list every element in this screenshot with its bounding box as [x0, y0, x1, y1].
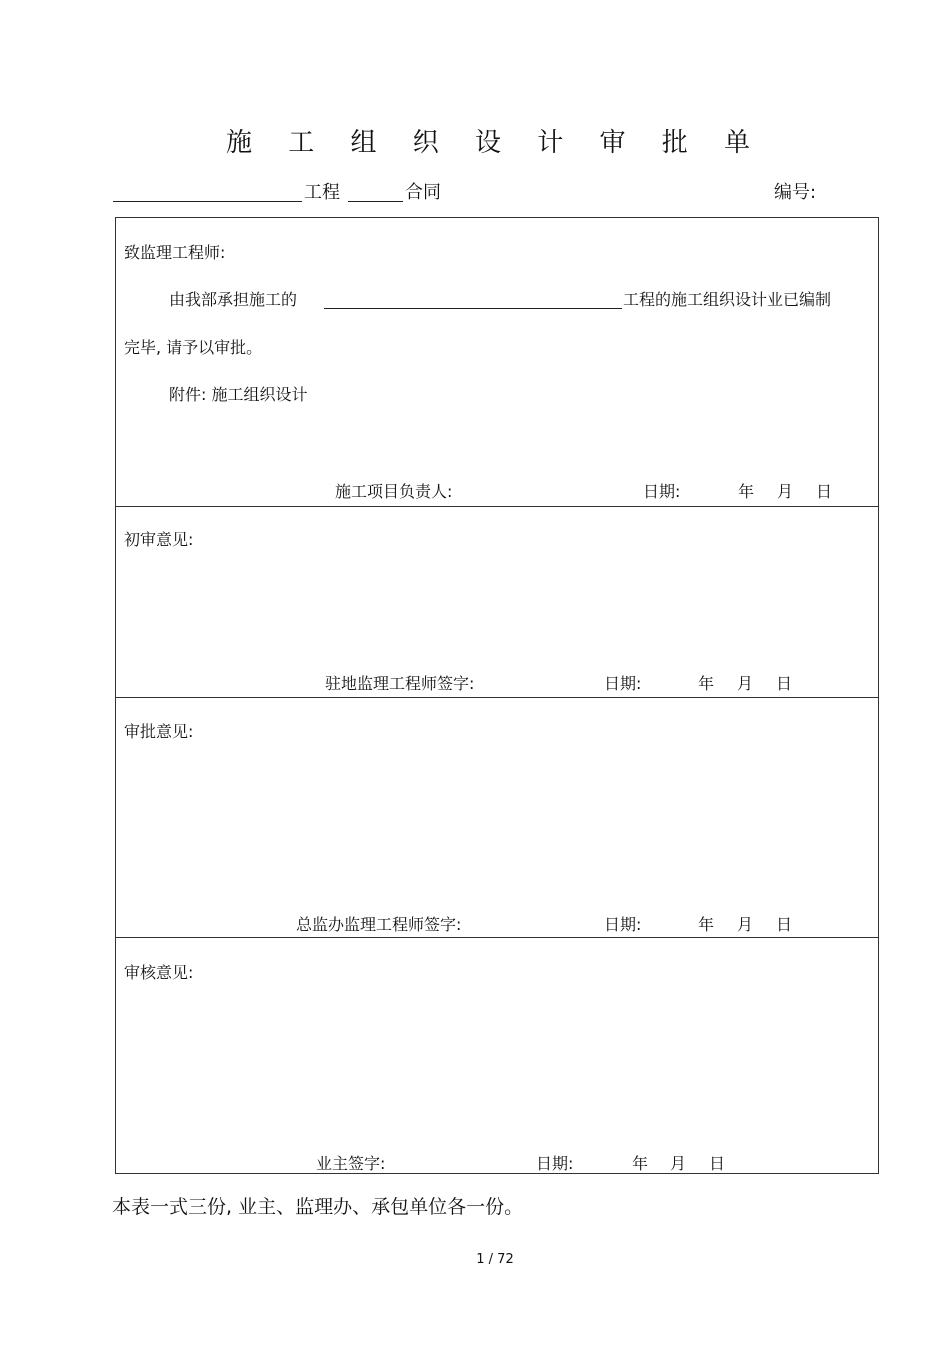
addressee: 致监理工程师:: [124, 243, 226, 262]
application-line2: 完毕, 请予以审批。: [124, 338, 263, 357]
number-label: 编号:: [774, 182, 817, 203]
project-title-blank[interactable]: [324, 308, 622, 309]
preliminary-review-label: 初审意见:: [124, 530, 194, 549]
approval-opinion-label: 审批意见:: [124, 722, 194, 741]
date-label: 日期:: [604, 915, 642, 934]
approval-form: [115, 217, 879, 1174]
month-label: 月: [777, 482, 794, 501]
project-label: 工程: [304, 182, 340, 203]
year-label: 年: [698, 915, 715, 934]
project-name-blank[interactable]: [113, 201, 302, 202]
application-line1-prefix: 由我部承担施工的: [169, 290, 298, 309]
application-line1-suffix: 工程的施工组织设计业已编制: [623, 290, 832, 309]
date-label: 日期:: [536, 1154, 574, 1173]
page-number: 1 / 72: [476, 1252, 514, 1267]
audit-opinion-label: 审核意见:: [124, 963, 194, 982]
month-label: 月: [670, 1154, 687, 1173]
contract-blank[interactable]: [348, 201, 403, 202]
year-label: 年: [632, 1154, 649, 1173]
resident-engineer-signature-label: 驻地监理工程师签字:: [325, 674, 475, 693]
audit-opinion-section: [116, 938, 878, 1173]
chief-engineer-signature-label: 总监办监理工程师签字:: [296, 915, 462, 934]
footer-note: 本表一式三份, 业主、监理办、承包单位各一份。: [112, 1196, 524, 1218]
preliminary-review-section: [116, 507, 878, 698]
date-label: 日期:: [643, 482, 681, 501]
date-label: 日期:: [604, 674, 642, 693]
project-manager-signature-label: 施工项目负责人:: [335, 482, 453, 501]
owner-signature-label: 业主签字:: [316, 1154, 386, 1173]
year-label: 年: [738, 482, 755, 501]
year-label: 年: [698, 674, 715, 693]
month-label: 月: [737, 915, 754, 934]
attachment-text: 附件: 施工组织设计: [169, 385, 308, 404]
day-label: 日: [709, 1154, 726, 1173]
day-label: 日: [816, 482, 833, 501]
day-label: 日: [776, 915, 793, 934]
page-title: 施 工 组 织 设 计 审 批 单: [225, 128, 765, 158]
application-section: [116, 218, 878, 507]
contract-label: 合同: [405, 182, 441, 203]
day-label: 日: [776, 674, 793, 693]
month-label: 月: [737, 674, 754, 693]
approval-opinion-section: [116, 698, 878, 938]
